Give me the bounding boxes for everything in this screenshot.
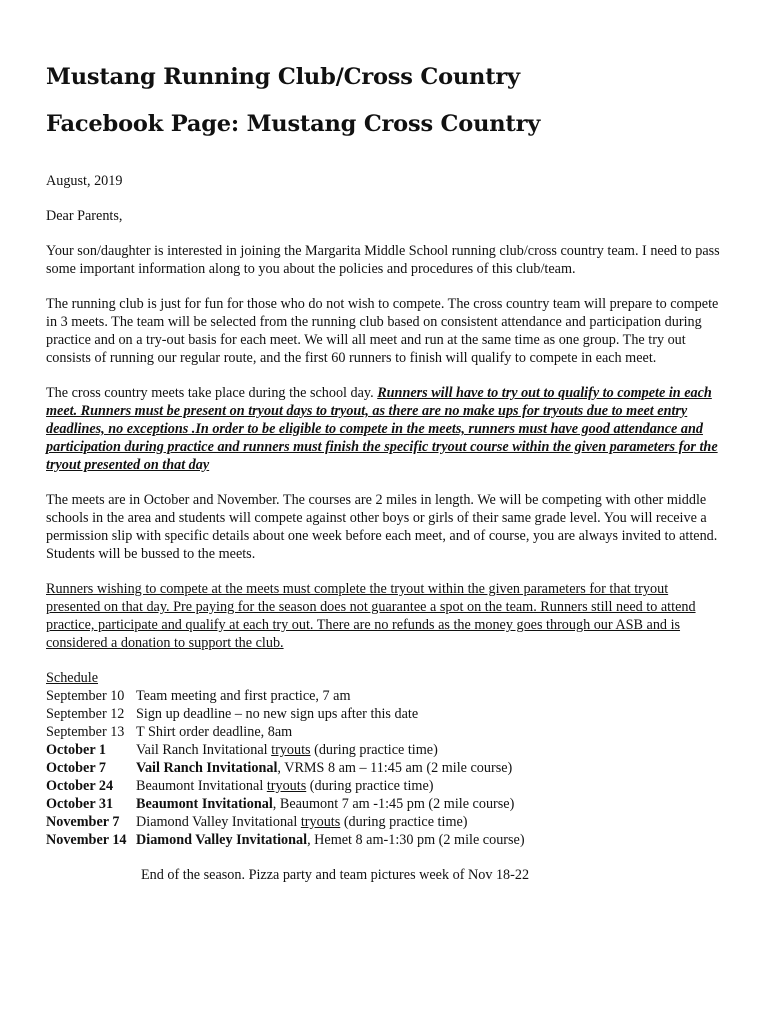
schedule-date: September 10: [46, 688, 125, 704]
schedule-date: November 14: [46, 832, 127, 848]
schedule-event: Vail Ranch Invitational tryouts (during practice time): [136, 742, 438, 758]
paragraph-tryout-policy: Runners wishing to compete at the meets must complete the tryout within the given parameters for that tryout presented on that day. Pre paying for the season does not guarantee a spot on the team. Runners still need to attend practice, participate and qualify at each try out. There are no refunds as the money goes through our ASB and is considered a donation to support the club.: [46, 581, 696, 651]
schedule-event: T Shirt order deadline, 8am: [136, 724, 293, 740]
schedule-date: October 24: [46, 778, 114, 794]
tryout-requirements-emphasis: Runners will have to try out to qualify to compete in each meet. Runners must be present on tryout days to tryout, as there are no make ups for tryouts due to meet entry deadlines, no exceptions .In order to be eligible to compete in the meets, runners must have good attendance and participation during practice and runners must finish the specific tryout course within the given parameters for the tryout presented on that day: [46, 385, 718, 473]
schedule-event: Beaumont Invitational tryouts (during practice time): [136, 778, 434, 794]
schedule-row: [46, 723, 726, 741]
paragraph-meets-tryouts: [46, 384, 726, 474]
schedule-row: [46, 831, 726, 849]
schedule-event: Diamond Valley Invitational tryouts (during practice time): [136, 814, 468, 830]
letter-date: August, 2019: [46, 173, 123, 189]
schedule-row: [46, 687, 726, 705]
schedule-date: September 12: [46, 706, 125, 722]
schedule-row: [46, 813, 726, 831]
schedule-row: [46, 777, 726, 795]
letter-body: [46, 172, 726, 884]
schedule-event: Sign up deadline – no new sign ups after this date: [136, 706, 419, 722]
paragraph-meet-details: The meets are in October and November. The courses are 2 miles in length. We will be competing with other middle schools in the area and students will compete against other boys or girls of their same grade level. You will receive a permission slip with specific details about one week before each meet, and of course, you are always invited to attend. Students will be bussed to the meets.: [46, 492, 718, 562]
facebook-page-title: Facebook Page: Mustang Cross Country: [46, 111, 541, 137]
schedule-event: Team meeting and first practice, 7 am: [136, 688, 351, 704]
schedule-row: [46, 741, 726, 759]
schedule-date: September 13: [46, 724, 125, 740]
schedule-row: [46, 759, 726, 777]
page-title: Mustang Running Club/Cross Country: [46, 64, 520, 90]
schedule-event: Diamond Valley Invitational, Hemet 8 am-1:30 pm (2 mile course): [136, 832, 525, 848]
schedule-row: [46, 705, 726, 723]
schedule-event: Beaumont Invitational, Beaumont 7 am -1:45 pm (2 mile course): [136, 796, 515, 812]
schedule-date: October 31: [46, 796, 114, 812]
letter-greeting: Dear Parents,: [46, 208, 123, 224]
paragraph-running-club: The running club is just for fun for those who do not wish to compete. The cross country team will prepare to compete in 3 meets. The team will be selected from the running club based on consistent attendance and participation during practice and on a try-out basis for each meet. We will all meet and run at the same time as one group. The try out consists of running our regular route, and the first 60 runners to finish will qualify to compete in each meet.: [46, 296, 719, 366]
paragraph-intro: Your son/daughter is interested in joining the Margarita Middle School running club/cross country team. I need to pass some important information along to you about the policies and procedures of this club/team.: [46, 243, 720, 277]
schedule-heading: Schedule: [46, 670, 99, 686]
schedule-date: November 7: [46, 814, 120, 830]
paragraph-meets-lead: The cross country meets take place during the school day.: [46, 385, 378, 401]
schedule-event: Vail Ranch Invitational, VRMS 8 am – 11:45 am (2 mile course): [136, 760, 513, 776]
schedule-section: [46, 669, 726, 884]
schedule-row: [46, 795, 726, 813]
schedule-date: October 1: [46, 742, 107, 758]
schedule-date: October 7: [46, 760, 107, 776]
season-end-note: End of the season. Pizza party and team pictures week of Nov 18-22: [141, 867, 530, 883]
